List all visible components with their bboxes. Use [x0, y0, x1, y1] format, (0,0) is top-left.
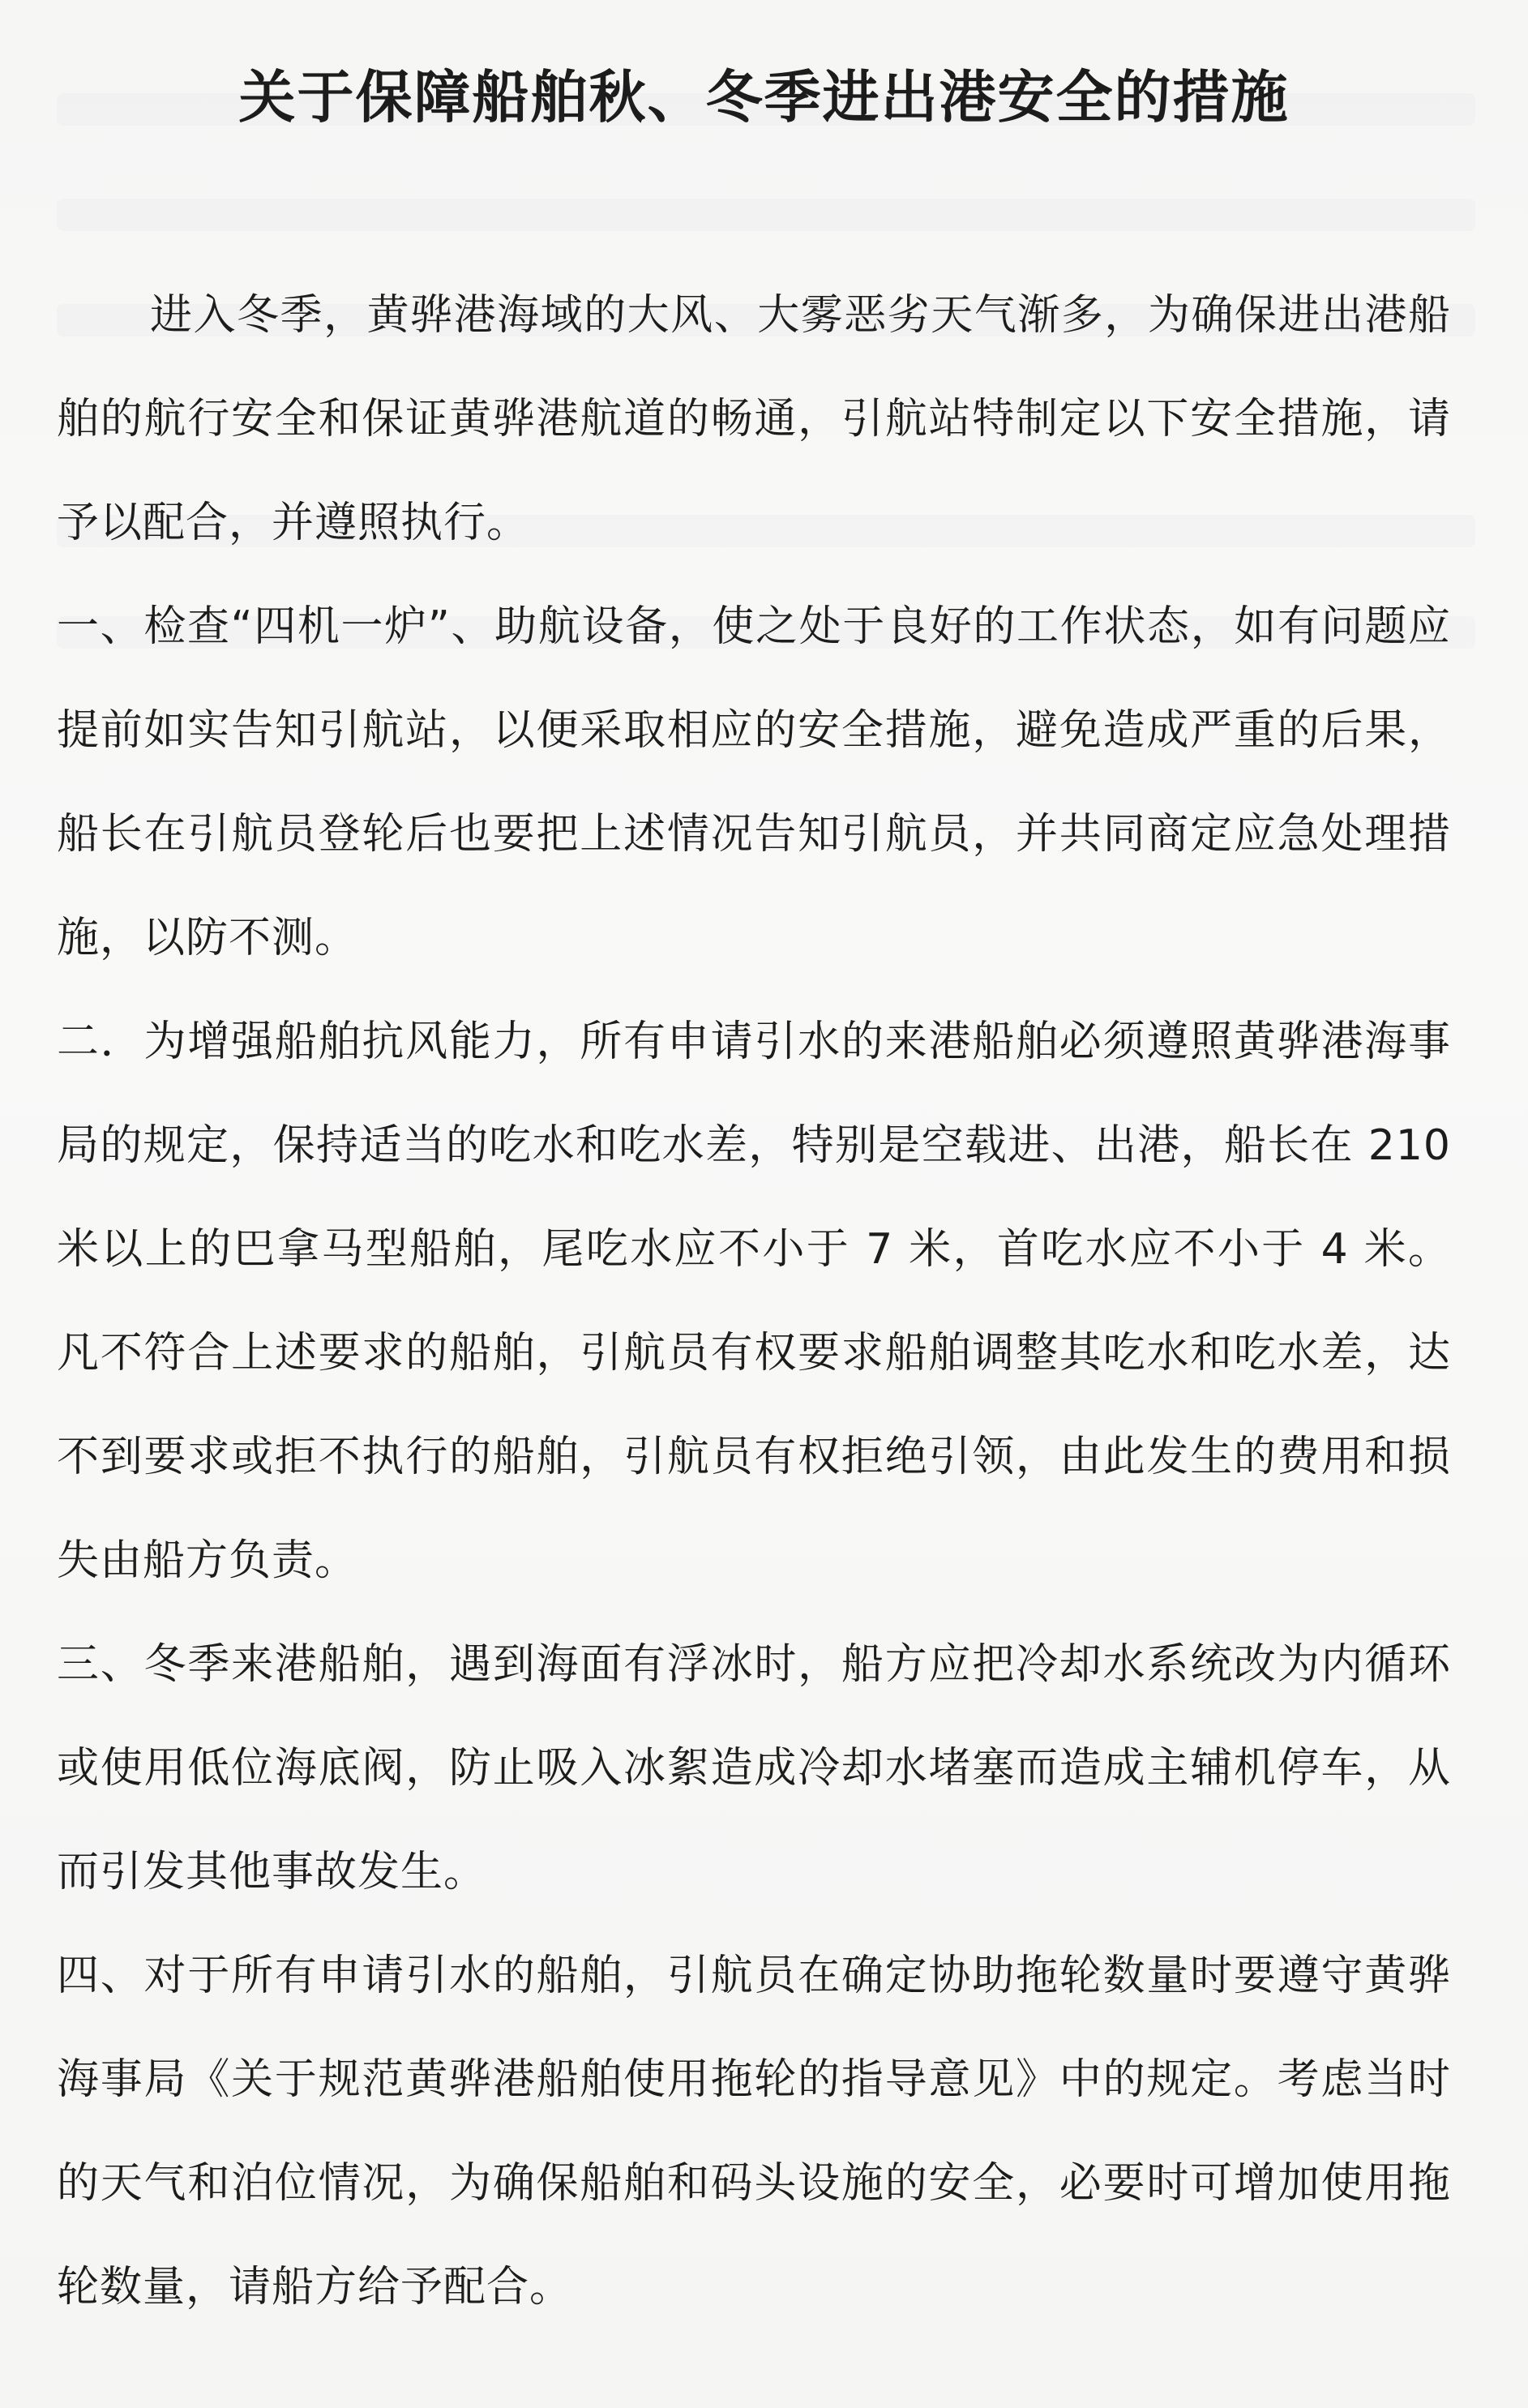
intro-paragraph: 进入冬季，黄骅港海域的大风、大雾恶劣天气渐多，为确保进出港船舶的航行安全和保证黄骅港航道的畅通，引航站特制定以下安全措施，请予以配合，并遵照执行。 [57, 291, 1451, 547]
document-title: 关于保障船舶秋、冬季进出港安全的措施 [238, 64, 1290, 131]
document-body [57, 264, 1451, 2339]
clause-1-paragraph: 一、检查“四机一炉”、助航设备，使之处于良好的工作状态，如有问题应提前如实告知引航站，以便采取相应的安全措施，避免造成严重的后果，船长在引航员登轮后也要把上述情况告知引航员，并共同商定应急处理措施，以防不测。 [57, 602, 1451, 962]
clause-3-paragraph: 三、冬季来港船舶，遇到海面有浮冰时，船方应把冷却水系统改为内循环或使用低位海底阀，防止吸入冰絮造成冷却水堵塞而造成主辅机停车，从而引发其他事故发生。 [57, 1640, 1451, 1896]
show-through-mark [57, 199, 1475, 231]
clause-4-paragraph: 四、对于所有申请引水的船舶，引航员在确定协助拖轮数量时要遵守黄骅海事局《关于规范黄骅港船舶使用拖轮的指导意见》中的规定。考虑当时的天气和泊位情况，为确保船舶和码头设施的安全，必要时可增加使用拖轮数量，请船方给予配合。 [57, 1952, 1451, 2312]
clause-2-paragraph: 二．为增强船舶抗风能力，所有申请引水的来港船舶必须遵照黄骅港海事局的规定，保持适当的吃水和吃水差，特别是空载进、出港，船长在 210 米以上的巴拿马型船舶，尾吃水应不小于 7 米，首吃水应不小于 4 米。凡不符合上述要求的船舶，引航员有权要求船舶调整其吃水和吃水差，达不到要求或拒不执行的船舶，引航员有权拒绝引领，由此发生的费用和损失由船方负责。 [57, 1018, 1451, 1585]
